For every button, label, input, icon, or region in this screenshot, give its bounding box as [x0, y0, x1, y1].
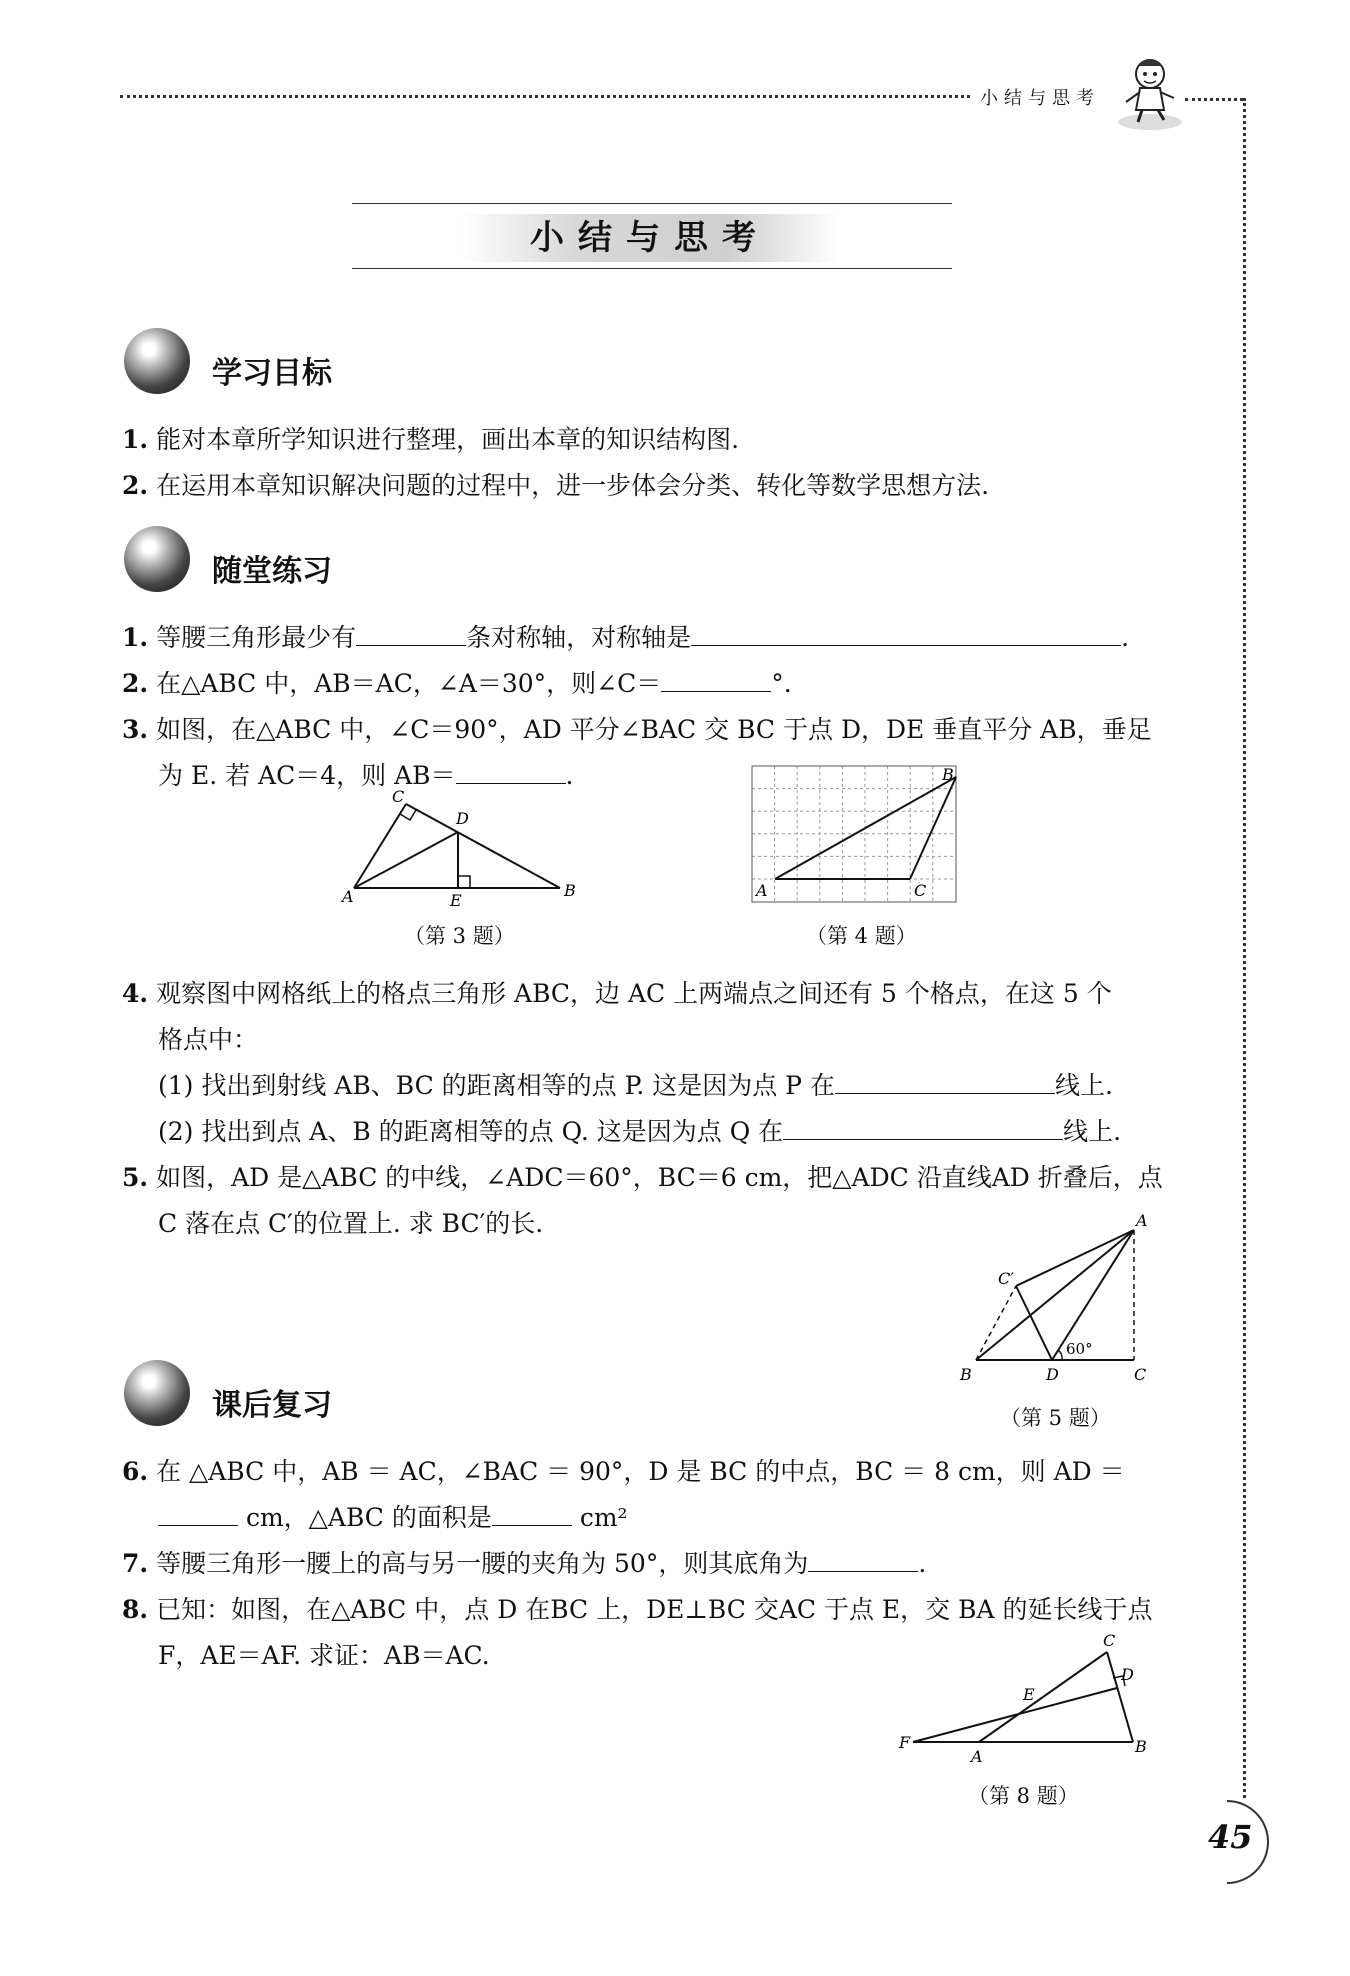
- header-dotted-rule: [120, 95, 970, 98]
- answer-blank[interactable]: [783, 1115, 1063, 1140]
- answer-blank[interactable]: [492, 1501, 572, 1526]
- question-8: 8. 已知：如图，在△ABC 中，点 D 在BC 上，DE⊥BC 交AC 于点 E，交 BA 的延长线于点: [122, 1595, 1153, 1624]
- label-C: C: [1134, 1365, 1147, 1384]
- label-C: C: [914, 881, 927, 900]
- section-ball-icon: [124, 328, 190, 394]
- label-D: D: [1121, 1665, 1134, 1684]
- label-A: A: [342, 887, 354, 906]
- section-ball-icon: [124, 1360, 190, 1426]
- label-E: E: [1023, 1685, 1035, 1704]
- caption-3: （第 3 题）: [404, 924, 515, 948]
- goal-item-1: 1. 能对本章所学知识进行整理，画出本章的知识结构图.: [122, 425, 740, 454]
- label-C: C: [392, 787, 405, 806]
- caption-4: （第 4 题）: [806, 924, 917, 948]
- title-rule-bottom: [352, 268, 952, 269]
- margin-dotted-rule: [1243, 98, 1246, 1798]
- question-7: 7. 等腰三角形一腰上的高与另一腰的夹角为 50°，则其底角为 .: [122, 1549, 927, 1578]
- label-B: B: [942, 765, 954, 784]
- section-title-practice: 随堂练习: [212, 554, 332, 589]
- label-F: F: [899, 1733, 911, 1752]
- answer-blank[interactable]: [808, 1547, 918, 1572]
- page-title: 小结与思考: [530, 218, 770, 258]
- header-dotted-rule-right: [1185, 98, 1243, 101]
- answer-blank[interactable]: [158, 1501, 238, 1526]
- label-C: C: [1103, 1631, 1116, 1650]
- section-ball-icon: [124, 526, 190, 592]
- question-4-part-1: (1) 找出到射线 AB、BC 的距离相等的点 P. 这是因为点 P 在 线上.: [158, 1071, 1113, 1100]
- title-rule-top: [352, 203, 952, 204]
- answer-blank[interactable]: [835, 1069, 1055, 1094]
- section-title-goals: 学习目标: [212, 356, 332, 391]
- answer-blank[interactable]: [691, 621, 1121, 646]
- answer-blank[interactable]: [661, 667, 771, 692]
- question-4: 4. 观察图中网格纸上的格点三角形 ABC，边 AC 上两端点之间还有 5 个格点，在这 5 个: [122, 979, 1112, 1008]
- question-8-cont: F，AE＝AF. 求证：AB＝AC.: [158, 1641, 490, 1670]
- label-D: D: [456, 809, 469, 828]
- mascot-icon: [1110, 52, 1190, 132]
- caption-8: （第 8 题）: [968, 1784, 1079, 1808]
- question-6: 6. 在 △ABC 中，AB ＝ AC，∠BAC ＝ 90°，D 是 BC 的中点，BC ＝ 8 cm，则 AD ＝: [122, 1457, 1125, 1486]
- question-5-cont: C 落在点 C′的位置上. 求 BC′的长.: [158, 1209, 544, 1238]
- figure-4: [748, 762, 964, 912]
- answer-blank[interactable]: [356, 621, 466, 646]
- label-D: D: [1046, 1365, 1059, 1384]
- label-B: B: [1135, 1737, 1147, 1756]
- figure-8: [895, 1630, 1155, 1770]
- question-1: 1. 等腰三角形最少有 条对称轴，对称轴是 .: [122, 623, 1130, 652]
- label-A: A: [1136, 1211, 1148, 1230]
- question-2: 2. 在△ABC 中，AB＝AC，∠A＝30°，则∠C＝ °.: [122, 669, 792, 698]
- caption-5: （第 5 题）: [1000, 1406, 1111, 1430]
- angle-label: 60°: [1066, 1340, 1093, 1358]
- header-label: 小结与思考: [980, 88, 1100, 109]
- label-A: A: [971, 1747, 983, 1766]
- goal-item-2: 2. 在运用本章知识解决问题的过程中，进一步体会分类、转化等数学思想方法.: [122, 471, 990, 500]
- question-5: 5. 如图，AD 是△ABC 的中线，∠ADC＝60°，BC＝6 cm，把△ADC 沿直线AD 折叠后，点: [122, 1163, 1163, 1192]
- label-C-prime: C′: [998, 1269, 1014, 1288]
- label-E: E: [450, 891, 462, 910]
- label-B: B: [564, 881, 576, 900]
- label-B: B: [960, 1365, 972, 1384]
- question-4-cont: 格点中：: [158, 1025, 259, 1054]
- question-3-cont: 为 E. 若 AC＝4，则 AB＝ .: [158, 761, 574, 790]
- question-6-cont: cm，△ABC 的面积是 cm²: [158, 1498, 628, 1534]
- question-3: 3. 如图，在△ABC 中，∠C＝90°，AD 平分∠BAC 交 BC 于点 D，DE 垂直平分 AB，垂足: [122, 715, 1152, 744]
- page-number: 45: [1208, 1818, 1253, 1856]
- section-title-review: 课后复习: [212, 1388, 332, 1423]
- figure-3: [340, 780, 590, 910]
- question-4-part-2: (2) 找出到点 A、B 的距离相等的点 Q. 这是因为点 Q 在 线上.: [158, 1117, 1122, 1146]
- label-A: A: [756, 881, 768, 900]
- figure-5: [950, 1208, 1150, 1388]
